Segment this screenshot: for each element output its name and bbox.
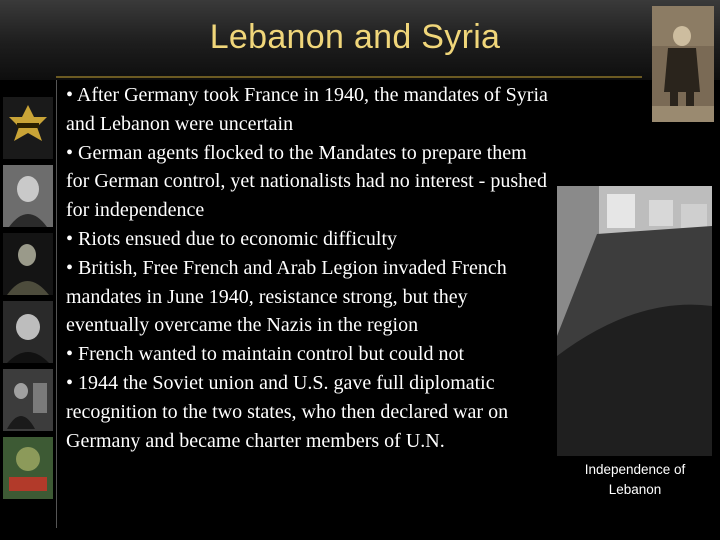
- bullet-item: • After Germany took France in 1940, the mandates of Syria and Lebanon were uncertain: [66, 84, 548, 135]
- crowd-photo: [557, 186, 712, 456]
- bullet-item: • Riots ensued due to economic difficulty: [66, 227, 398, 250]
- thumbnail-strip: [3, 97, 53, 505]
- photo-image: [3, 369, 53, 431]
- photo-caption: Independence of Lebanon: [584, 462, 686, 497]
- poster-image: [3, 437, 53, 499]
- slide-title: Lebanon and Syria: [209, 18, 501, 56]
- side-divider: [56, 80, 57, 528]
- portrait-image-3: [3, 301, 53, 363]
- star-badge-image: [3, 97, 53, 159]
- bullet-item: • 1944 the Soviet union and U.S. gave full diplomatic recognition to the two states, who then declared war on Germany and became charter members of U.N.: [66, 371, 509, 452]
- child-photo: [652, 6, 714, 122]
- bullet-item: • French wanted to maintain control but could not: [66, 343, 465, 366]
- portrait-image-2: [3, 233, 53, 295]
- portrait-image-1: [3, 165, 53, 227]
- bullet-item: • British, Free French and Arab Legion invaded French mandates in June 1940, resistance strong, but they eventually overcame the Nazis in the region: [66, 256, 507, 337]
- bullet-list: [66, 81, 554, 455]
- title-divider: [56, 76, 642, 78]
- bullet-item: • German agents flocked to the Mandates to prepare them for German control, yet nationalists had no interest - pushed for independence: [66, 141, 547, 222]
